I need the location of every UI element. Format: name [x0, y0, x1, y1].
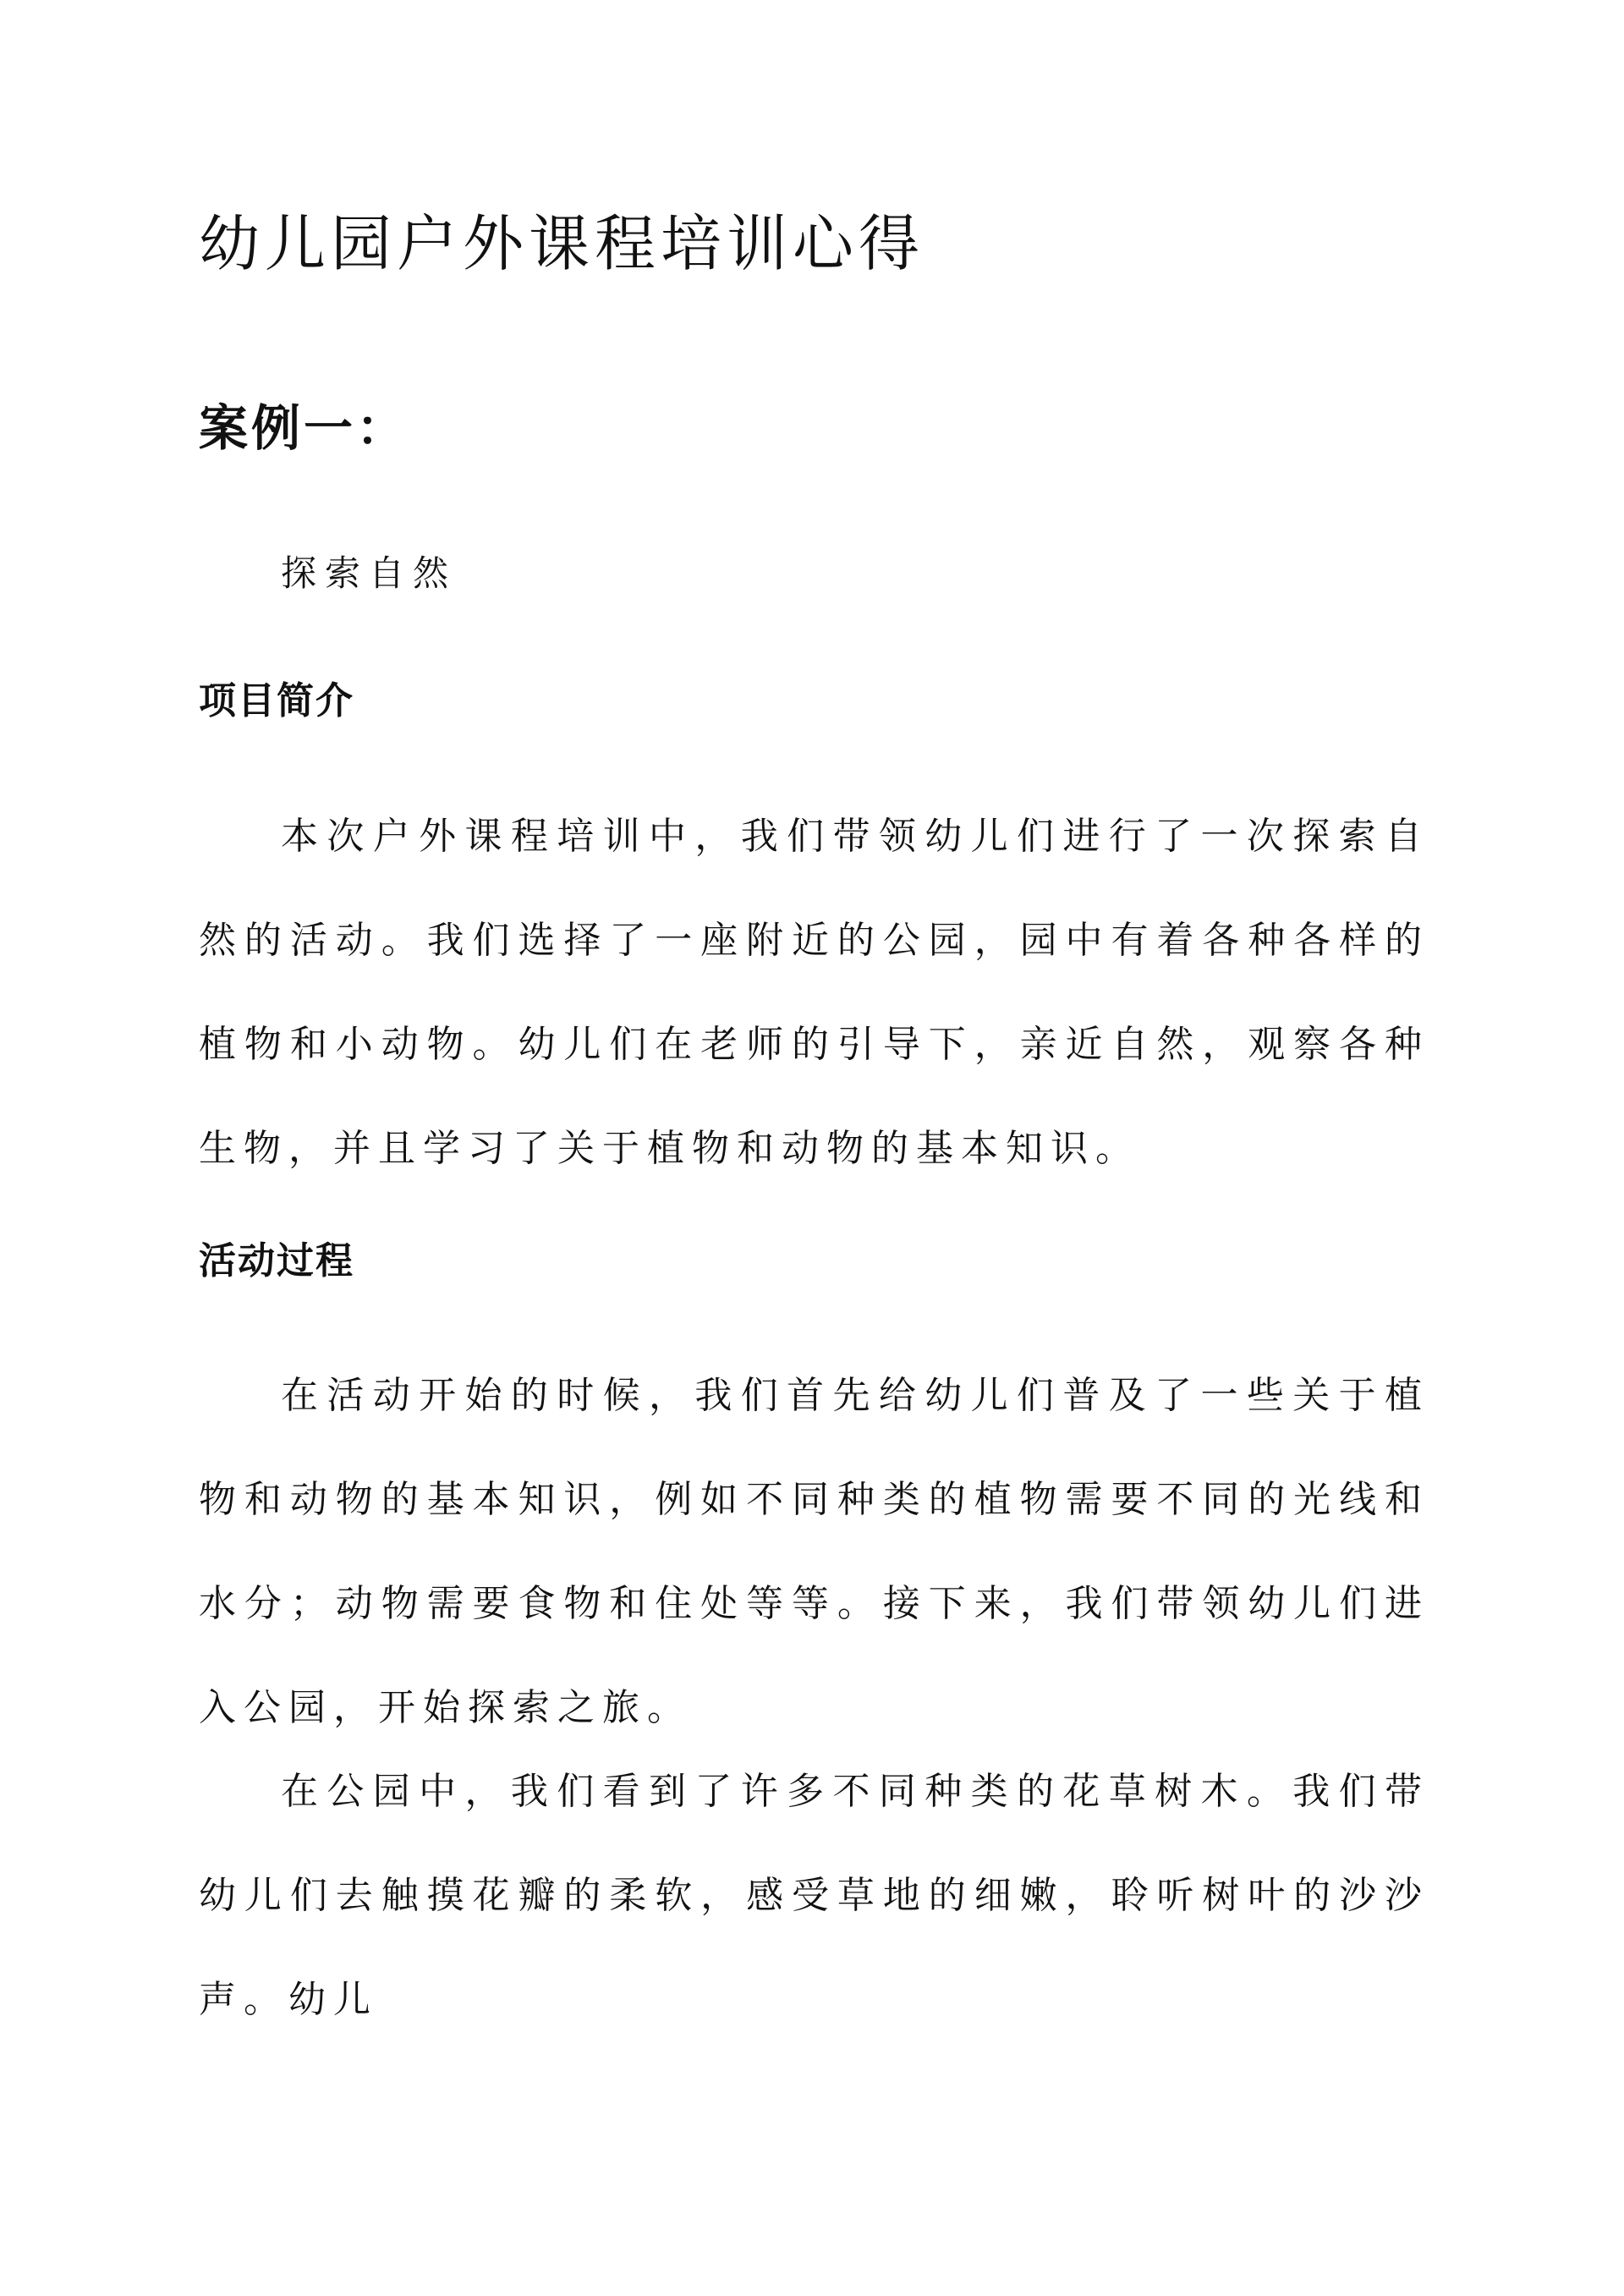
- section-heading-process: 活动过程: [199, 1239, 354, 1283]
- section-heading-intro: 项目简介: [199, 679, 354, 722]
- paragraph-process-2: 在公园中，我们看到了许多不同种类的花草树木。我们带幼儿们去触摸花瓣的柔软，感受草地的细嫩，聆听树叶的沙沙声。幼儿: [199, 1770, 1429, 2021]
- document-title: 幼儿园户外课程培训心得: [199, 208, 925, 279]
- case-subtitle: 探索自然: [281, 552, 458, 594]
- paragraph-intro: 本次户外课程培训中，我们带领幼儿们进行了一次探索自然的活动。我们选择了一座附近的公园，园中有着各种各样的植物和小动物。幼儿们在老师的引导下，亲近自然，观察各种生物，并且学习了关于植物和动物的基本知识。: [199, 815, 1429, 1170]
- case-heading: 案例一：: [199, 399, 409, 457]
- paragraph-process-1: 在活动开始的时候，我们首先给幼儿们普及了一些关于植物和动物的基本知识，例如不同种类的植物需要不同的光线和水分；动物需要食物和住处等等。接下来，我们带领幼儿们进入公园，开始探索之旅。: [199, 1374, 1429, 1729]
